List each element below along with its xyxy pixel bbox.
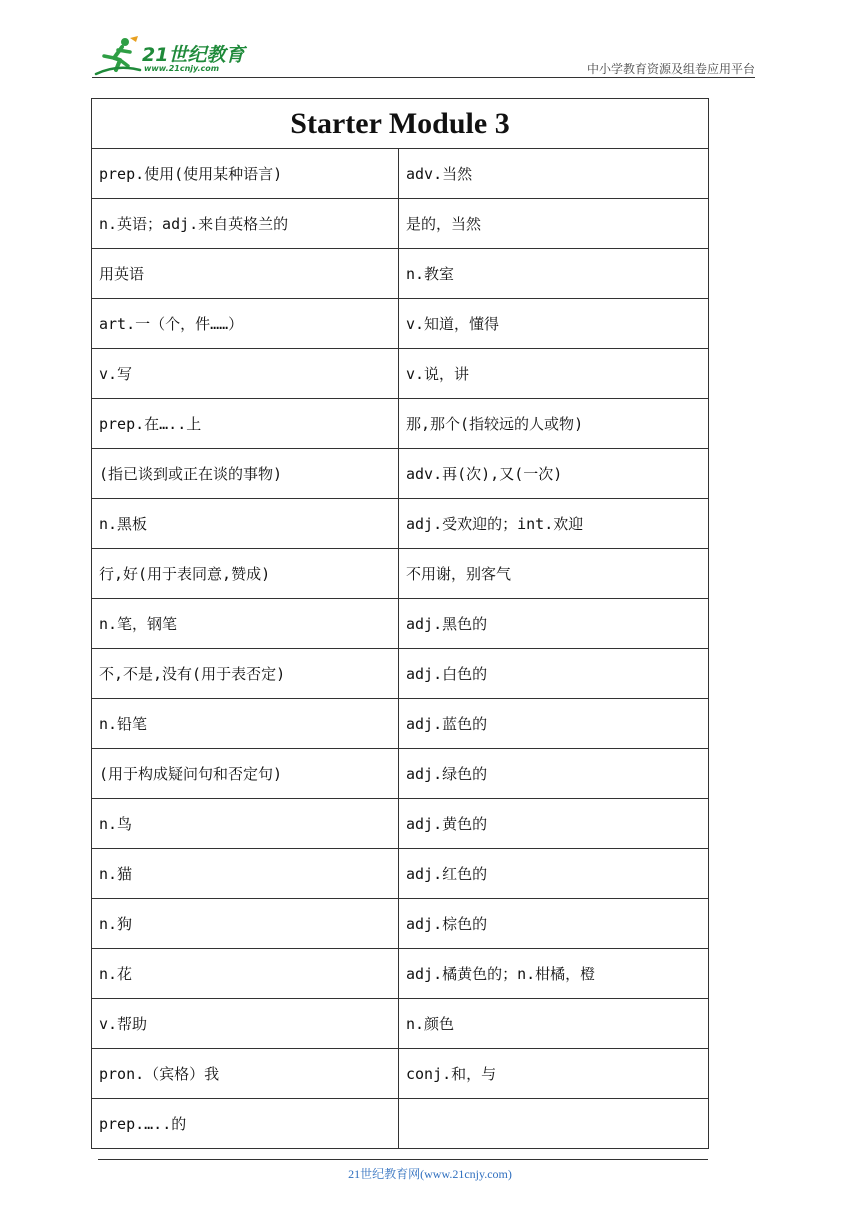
table-cell: n.笔，钢笔 bbox=[92, 599, 399, 649]
table-cell: prep.…..的 bbox=[92, 1099, 399, 1149]
table-cell: adv.当然 bbox=[399, 149, 709, 199]
table-row bbox=[92, 249, 709, 299]
vocab-table bbox=[91, 98, 709, 1149]
table-cell: n.鸟 bbox=[92, 799, 399, 849]
table-row bbox=[92, 999, 709, 1049]
table-cell: v.帮助 bbox=[92, 999, 399, 1049]
table-cell: adj.受欢迎的；int.欢迎 bbox=[399, 499, 709, 549]
table-row bbox=[92, 549, 709, 599]
footer-divider bbox=[98, 1159, 708, 1160]
header-divider bbox=[92, 77, 755, 78]
table-cell: adj.蓝色的 bbox=[399, 699, 709, 749]
table-row bbox=[92, 799, 709, 849]
title-row bbox=[92, 99, 709, 149]
table-row bbox=[92, 499, 709, 549]
table-row bbox=[92, 849, 709, 899]
table-cell: 是的，当然 bbox=[399, 199, 709, 249]
table-cell: 行,好(用于表同意,赞成) bbox=[92, 549, 399, 599]
table-cell: adj.棕色的 bbox=[399, 899, 709, 949]
table-cell: n.狗 bbox=[92, 899, 399, 949]
table-cell: v.知道，懂得 bbox=[399, 299, 709, 349]
table-title: Starter Module 3 bbox=[92, 99, 709, 149]
table-cell: v.写 bbox=[92, 349, 399, 399]
table-cell: n.教室 bbox=[399, 249, 709, 299]
platform-text: 中小学教育资源及组卷应用平台 bbox=[586, 62, 755, 76]
table-cell: v.说，讲 bbox=[399, 349, 709, 399]
table-cell: art.一（个，件……） bbox=[92, 299, 399, 349]
table-cell: prep.在…..上 bbox=[92, 399, 399, 449]
table-cell: (指已谈到或正在谈的事物) bbox=[92, 449, 399, 499]
table-row bbox=[92, 699, 709, 749]
runner-icon bbox=[92, 34, 142, 78]
table-cell: n.英语；adj.来自英格兰的 bbox=[92, 199, 399, 249]
page-header bbox=[92, 32, 755, 80]
table-row bbox=[92, 199, 709, 249]
table-row bbox=[92, 349, 709, 399]
table-cell: 不,不是,没有(用于表否定) bbox=[92, 649, 399, 699]
table-row bbox=[92, 399, 709, 449]
table-cell: n.花 bbox=[92, 949, 399, 999]
logo-url-text: www.21cnjy.com bbox=[144, 64, 220, 73]
table-cell: adj.红色的 bbox=[399, 849, 709, 899]
table-cell: adv.再(次),又(一次) bbox=[399, 449, 709, 499]
table-row bbox=[92, 299, 709, 349]
vocab-table-body bbox=[92, 149, 709, 1149]
table-cell: adj.黑色的 bbox=[399, 599, 709, 649]
table-row bbox=[92, 149, 709, 199]
table-cell: (用于构成疑问句和否定句) bbox=[92, 749, 399, 799]
table-row bbox=[92, 449, 709, 499]
table-cell: conj.和，与 bbox=[399, 1049, 709, 1099]
logo-text: 21世纪教育 bbox=[142, 44, 245, 66]
table-cell: adj.白色的 bbox=[399, 649, 709, 699]
table-cell: adj.绿色的 bbox=[399, 749, 709, 799]
table-row bbox=[92, 649, 709, 699]
table-cell: 不用谢，别客气 bbox=[399, 549, 709, 599]
table-row bbox=[92, 749, 709, 799]
table-cell: 那,那个(指较远的人或物) bbox=[399, 399, 709, 449]
logo bbox=[92, 34, 262, 78]
table-cell: n.黑板 bbox=[92, 499, 399, 549]
table-cell: adj.黄色的 bbox=[399, 799, 709, 849]
table-row bbox=[92, 1099, 709, 1149]
footer-link[interactable]: 21世纪教育网(www.21cnjy.com) bbox=[348, 1167, 512, 1181]
table-cell bbox=[399, 1099, 709, 1149]
table-cell: n.颜色 bbox=[399, 999, 709, 1049]
table-cell: adj.橘黄色的；n.柑橘，橙 bbox=[399, 949, 709, 999]
table-row bbox=[92, 949, 709, 999]
table-cell: pron.（宾格）我 bbox=[92, 1049, 399, 1099]
table-row bbox=[92, 899, 709, 949]
table-cell: prep.使用(使用某种语言) bbox=[92, 149, 399, 199]
table-cell: n.铅笔 bbox=[92, 699, 399, 749]
table-cell: 用英语 bbox=[92, 249, 399, 299]
table-cell: n.猫 bbox=[92, 849, 399, 899]
table-row bbox=[92, 599, 709, 649]
table-row bbox=[92, 1049, 709, 1099]
